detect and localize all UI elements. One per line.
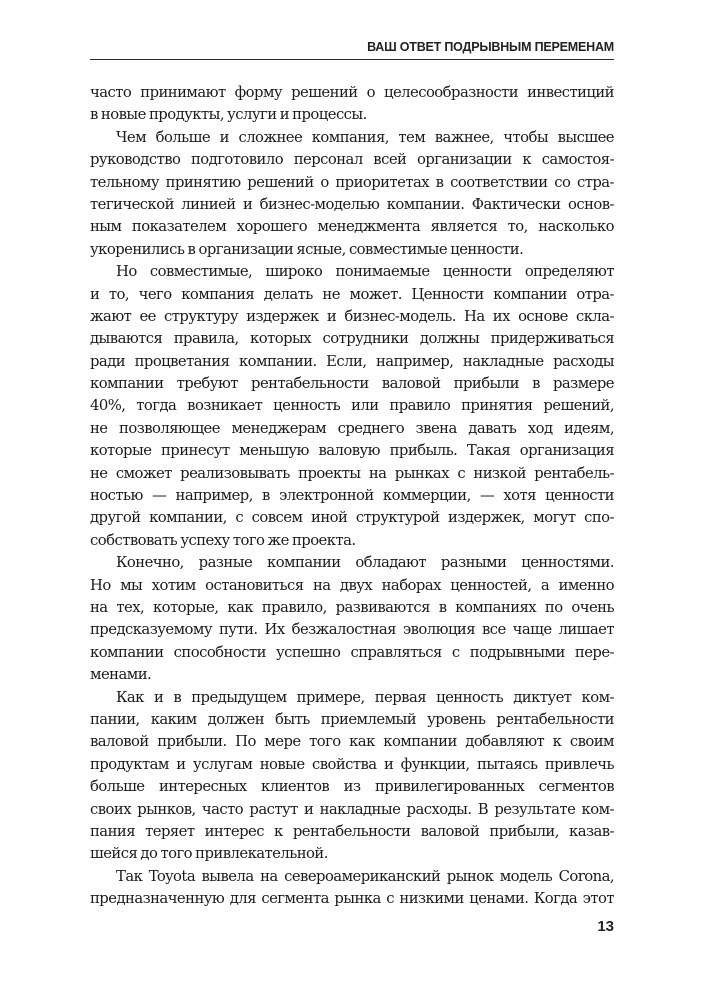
text-line: пания теряет интерес к рентабельности валовой прибыли, казав- (90, 822, 614, 840)
text-line: и то, чего компания делать не может. Ценности компании отра- (90, 285, 614, 303)
text-line: ным показателем хорошего менеджмента является то, насколько (90, 218, 614, 236)
text-line: другой компании, с совсем иной структурой издержек, могут спо- (90, 509, 614, 527)
text-line: компании способности успешно справляться с подрывными пере- (90, 643, 614, 661)
text-line: предсказуемому пути. Их безжалостная эволюция все чаще лишает (90, 621, 614, 639)
text-line: тегической линией и бизнес-моделью компании. Фактически основ- (90, 195, 614, 213)
text-line: не позволяющее менеджерам среднего звена давать ход идеям, (90, 419, 614, 437)
text-line: тельному принятию решений о приоритетах в соответствии со стра- (90, 173, 614, 191)
text-line: больше интересных клиентов из привилегированных сегментов (90, 778, 614, 796)
text-line: укоренились в организации ясные, совместимые ценности. (90, 240, 524, 258)
text-line: ради процветания компании. Если, например, накладные расходы (90, 352, 614, 370)
text-line: часто принимают форму решений о целесообразности инвестиций (90, 84, 614, 101)
text-line: продуктам и услугам новые свойства и функции, пытаясь привлечь (90, 755, 614, 773)
text-line: собствовать успеху того же проекта. (90, 531, 356, 549)
page-number: 13 (597, 918, 614, 935)
running-header-title: ВАШ ОТВЕТ ПОДРЫВНЫМ ПЕРЕМЕНАМ (367, 40, 614, 54)
text-line: на тех, которые, как правило, развиваются в компаниях по очень (90, 598, 614, 616)
text-line: 40%, тогда возникает ценность или правило принятия решений, (90, 397, 614, 415)
body-text (90, 82, 614, 910)
text-line: компании требуют рентабельности валовой прибыли в размере (90, 375, 614, 393)
text-line: валовой прибыли. По мере того как компании добавляют к своим (90, 733, 614, 751)
text-line: предназначенную для сегмента рынка с низкими ценами. Когда этот (90, 890, 614, 908)
text-line: Но мы хотим остановиться на двух наборах ценностей, а именно (90, 576, 614, 594)
text-line: своих рынков, часто растут и накладные расходы. В результате ком- (90, 800, 614, 818)
text-line: руководство подготовило персонал всей организации к самостоя- (90, 151, 614, 169)
text-line: которые принесут меньшую валовую прибыль. Такая организация (90, 442, 614, 460)
text-line: Так Toyota вывела на североамериканский рынок модель Corona, (116, 867, 614, 885)
text-line: Как и в предыдущем примере, первая ценность диктует ком- (116, 688, 614, 706)
text-line: менами. (90, 666, 152, 684)
text-line: в новые продукты, услуги и процессы. (90, 106, 367, 124)
text-line: Конечно, разные компании обладают разными ценностями. (116, 554, 614, 572)
text-line: жают ее структуру издержек и бизнес-модель. На их основе скла- (90, 307, 614, 325)
text-line: шейся до того привлекательной. (90, 845, 328, 863)
running-header (0, 0, 706, 70)
text-line: Но совместимые, широко понимаемые ценности определяют (116, 263, 614, 281)
text-line: ностью — например, в электронной коммерции, — хотя ценности (90, 487, 614, 505)
text-line: пании, каким должен быть приемлемый уровень рентабельности (90, 710, 614, 728)
header-divider (90, 59, 614, 60)
text-line: не сможет реализовывать проекты на рынках с низкой рентабель- (90, 464, 614, 482)
text-line: дываются правила, которых сотрудники должны придерживаться (90, 330, 614, 348)
text-line: Чем больше и сложнее компания, тем важнее, чтобы высшее (116, 128, 614, 146)
